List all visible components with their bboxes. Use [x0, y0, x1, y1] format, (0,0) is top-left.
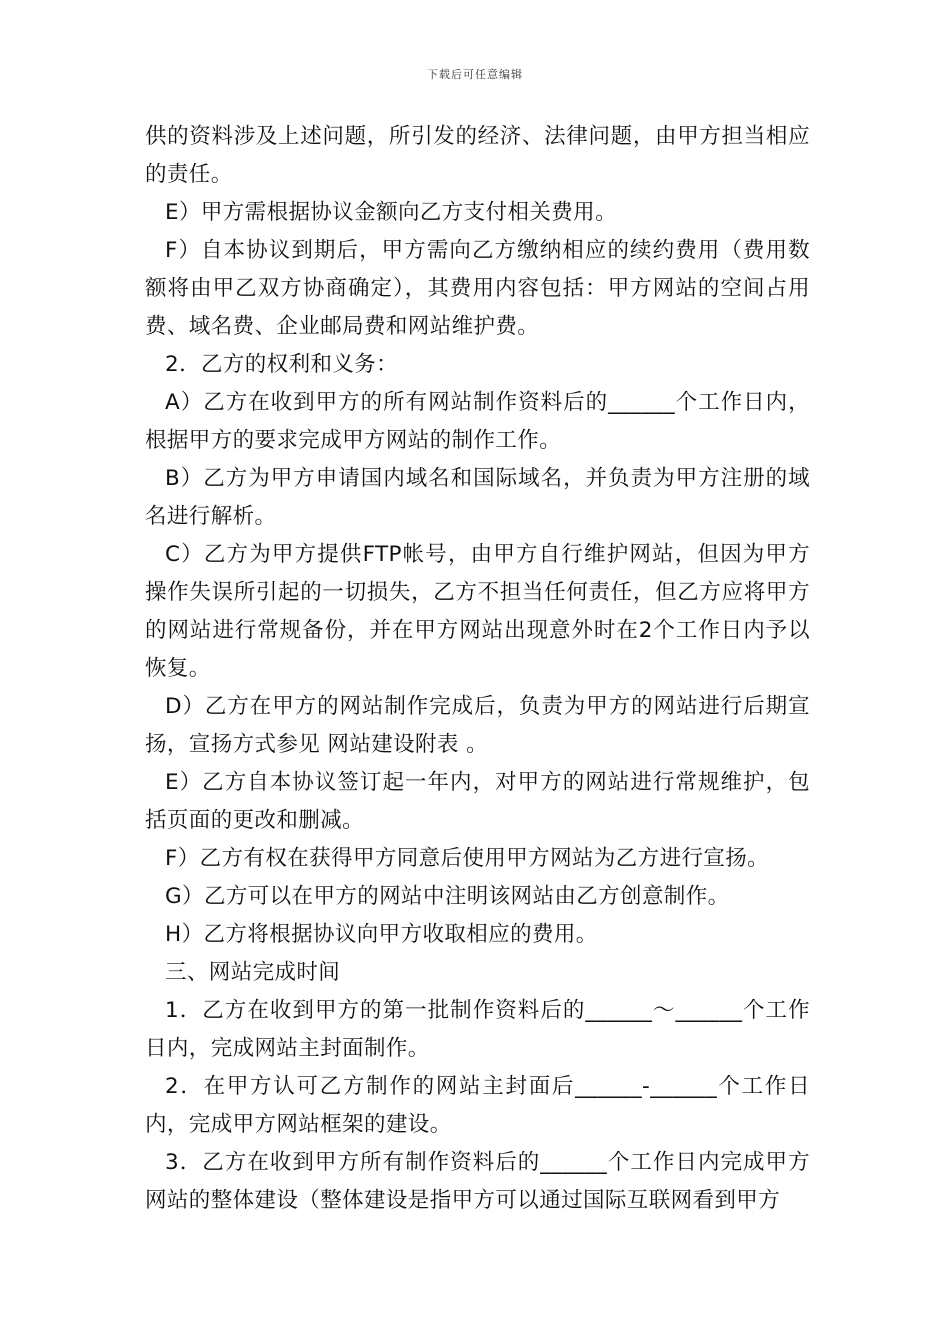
paragraph-9: F）乙方有权在获得甲方同意后使用甲方网站为乙方进行宣扬。 — [165, 846, 770, 871]
paragraph-0: 供的资料涉及上述问题，所引发的经济、法律问题，由甲方担当相应的责任。 — [145, 124, 810, 187]
paragraph-12: 三、网站完成时间 — [165, 960, 341, 985]
paragraph-15: 3．乙方在收到甲方所有制作资料后的______个工作日内完成甲方网站的整体建设（整体建设是指甲方可以通过国际互联网看到甲方 — [145, 1150, 810, 1213]
paragraph-11: H）乙方将根据协议向甲方收取相应的费用。 — [165, 922, 598, 947]
paragraph-2: F）自本协议到期后，甲方需向乙方缴纳相应的续约费用（费用数额将由甲乙双方协商确定），其费用内容包括：甲方网站的空间占用费、域名费、企业邮局费和网站维护费。 — [145, 238, 810, 339]
document-body — [145, 118, 810, 1220]
page-header: 下载后可任意编辑 — [427, 68, 523, 81]
paragraph-10: G）乙方可以在甲方的网站中注明该网站由乙方创意制作。 — [165, 884, 730, 909]
paragraph-4: A）乙方在收到甲方的所有网站制作资料后的______个工作日内，根据甲方的要求完成甲方网站的制作工作。 — [145, 390, 810, 453]
paragraph-6: C）乙方为甲方提供FTP帐号，由甲方自行维护网站，但因为甲方操作失误所引起的一切损失，乙方不担当任何责任，但乙方应将甲方的网站进行常规备份，并在甲方网站出现意外时在2个工作日内予以恢复。 — [145, 542, 810, 681]
paragraph-8: E）乙方自本协议签订起一年内，对甲方的网站进行常规维护，包括页面的更改和删减。 — [145, 770, 810, 833]
paragraph-5: B）乙方为甲方申请国内域名和国际域名，并负责为甲方注册的域名进行解析。 — [145, 466, 810, 529]
paragraph-1: E）甲方需根据协议金额向乙方支付相关费用。 — [165, 200, 617, 225]
paragraph-13: 1．乙方在收到甲方的第一批制作资料后的______～______个工作日内，完成网站主封面制作。 — [145, 998, 810, 1061]
paragraph-14: 2．在甲方认可乙方制作的网站主封面后______-______个工作日内，完成甲方网站框架的建设。 — [145, 1074, 810, 1137]
paragraph-7: D）乙方在甲方的网站制作完成后，负责为甲方的网站进行后期宣扬，宣扬方式参见 网站建设附表 。 — [145, 694, 810, 757]
paragraph-3: 2．乙方的权利和义务： — [165, 352, 399, 377]
